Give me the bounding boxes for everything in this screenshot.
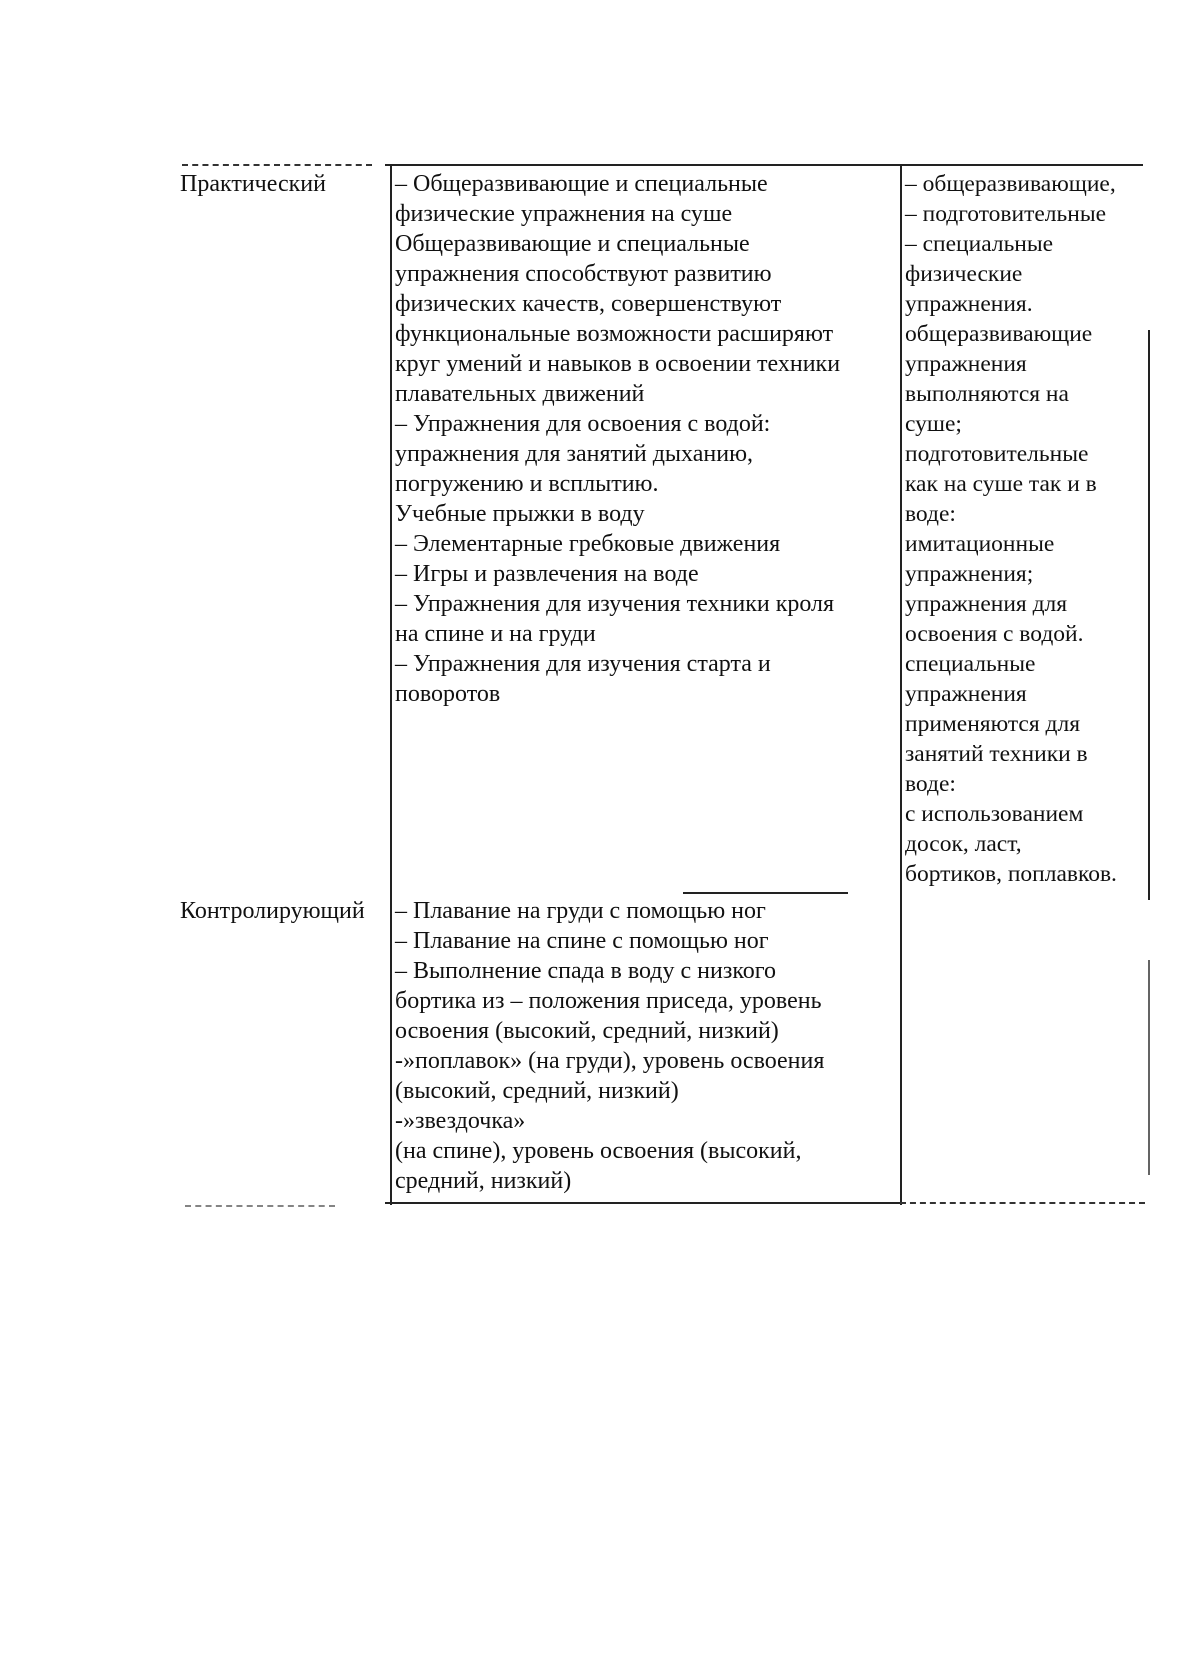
methods-line: общеразвивающие [905,321,1093,347]
content-line: -»поплавок» (на груди), уровень освоения [395,1048,825,1074]
methods-line: подготовительные [905,441,1089,467]
methods-line: воде: [905,771,956,797]
content-line: упражнения для занятий дыханию, [395,441,754,467]
content-line: физических качеств, совершенствуют [395,291,782,317]
table-bottom-border-right-fragment [900,1202,1145,1204]
content-line: Учебные прыжки в воду [395,501,645,527]
content-line: освоения (высокий, средний, низкий) [395,1018,779,1044]
content-line: круг умений и навыков в освоении техники [395,351,841,377]
methods-line: применяются для [905,711,1080,737]
column-divider-left [390,164,392,1205]
content-line: средний, низкий) [395,1168,572,1194]
content-line: упражнения способствуют развитию [395,261,772,287]
table-bottom-border-left-fragment [185,1205,335,1207]
content-line: – Выполнение спада в воду с низкого [395,958,777,984]
content-line: – Общеразвивающие и специальные [395,171,768,197]
methods-line: бортиков, поплавков. [905,861,1117,887]
methods-line: освоения с водой. [905,621,1084,647]
methods-line: – общеразвивающие, [905,171,1116,197]
content-line: функциональные возможности расширяют [395,321,834,347]
content-line: поворотов [395,681,501,707]
content-line: – Упражнения для освоения с водой: [395,411,771,437]
content-line: – Игры и развлечения на воде [395,561,699,587]
methods-line: с использованием [905,801,1084,827]
table-top-border-left-fragment [182,164,372,166]
methods-line: досок, ласт, [905,831,1022,857]
table-top-border [385,164,1143,166]
stage-label-control: Контролирующий [180,898,365,924]
table-right-border-lower [1148,960,1150,1175]
methods-line: суше; [905,411,962,437]
methods-line: выполняются на [905,381,1069,407]
practical-methods-column [905,169,1117,889]
row-divider-fragment [683,892,848,894]
methods-line: занятий техники в [905,741,1088,767]
stage-label-practical: Практический [180,171,326,197]
methods-line: упражнения [905,351,1027,377]
table-bottom-border [385,1202,900,1204]
content-line: – Плавание на груди с помощью ног [395,898,766,924]
methods-line: как на суше так и в [905,471,1097,497]
methods-line: упражнения; [905,561,1034,587]
content-line: плавательных движений [395,381,645,407]
content-line: погружению и всплытию. [395,471,659,497]
content-line: (на спине), уровень освоения (высокий, [395,1138,802,1164]
methods-line: – подготовительные [905,201,1107,227]
methods-line: воде: [905,501,956,527]
content-line: – Плавание на спине с помощью ног [395,928,769,954]
content-line: физические упражнения на суше [395,201,733,227]
content-line: -»звездочка» [395,1108,526,1134]
content-line: – Упражнения для изучения техники кроля [395,591,835,617]
practical-content-column [395,169,840,709]
methods-line: упражнения. [905,291,1033,317]
table-right-border [1148,330,1150,900]
content-line: на спине и на груди [395,621,596,647]
content-line: Общеразвивающие и специальные [395,231,750,257]
column-divider-right [900,164,902,1205]
content-line: (высокий, средний, низкий) [395,1078,679,1104]
content-line: бортика из – положения приседа, уровень [395,988,822,1014]
content-line: – Элементарные гребковые движения [395,531,781,557]
methods-line: имитационные [905,531,1055,557]
methods-line: упражнения [905,681,1027,707]
methods-line: – специальные [905,231,1054,257]
methods-line: специальные [905,651,1036,677]
methods-line: упражнения для [905,591,1068,617]
methods-line: физические [905,261,1023,287]
control-content-column [395,896,824,1196]
content-line: – Упражнения для изучения старта и [395,651,771,677]
